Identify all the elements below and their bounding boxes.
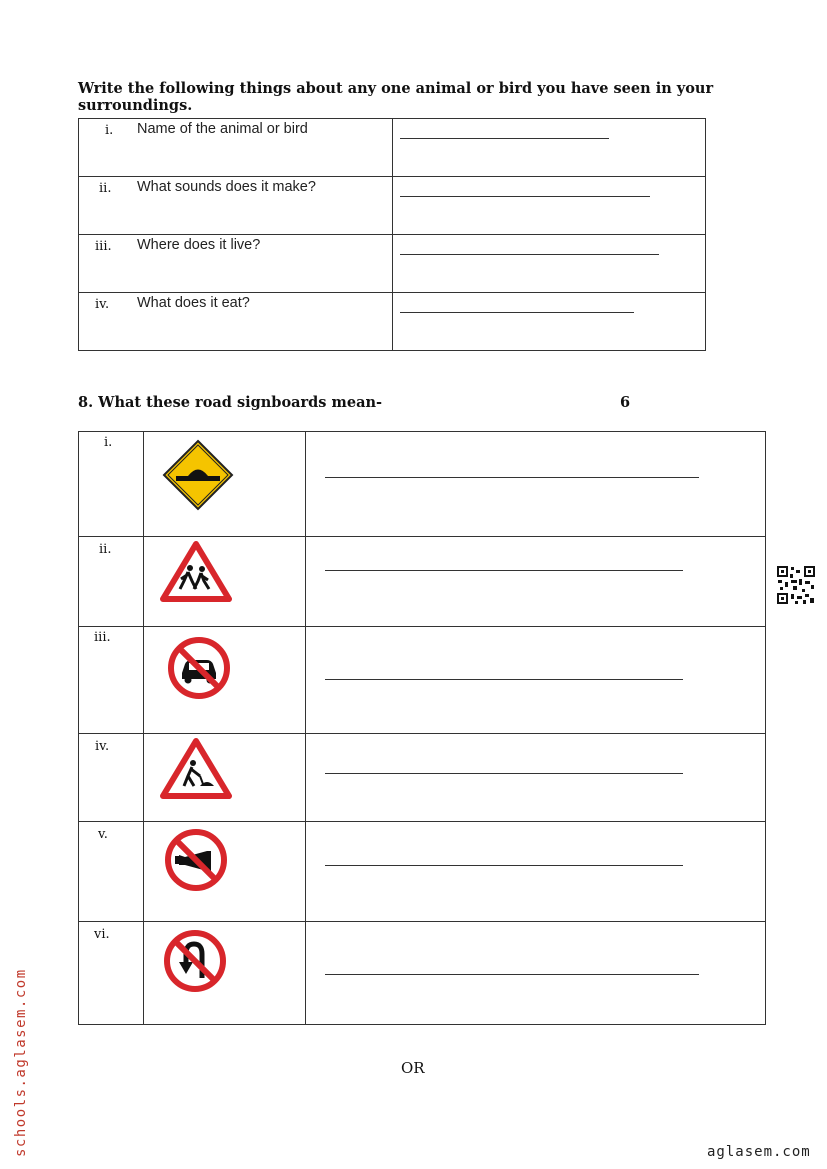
row-number: vi.	[94, 927, 110, 942]
table-row	[79, 822, 766, 922]
school-children-crossing-sign-icon	[160, 541, 232, 603]
answer-field[interactable]	[393, 119, 705, 176]
table-row	[79, 293, 706, 351]
row-number: iii.	[95, 239, 112, 254]
no-parking-car-sign-icon	[166, 635, 232, 701]
question-text: Where does it live?	[137, 237, 261, 253]
qr-code-icon	[776, 565, 816, 605]
row-number: ii.	[99, 542, 112, 557]
row-number: i.	[105, 123, 114, 138]
no-u-turn-sign-icon	[162, 928, 228, 994]
no-horn-sign-icon	[163, 827, 229, 893]
answer-field[interactable]	[393, 235, 705, 292]
table-row	[79, 432, 766, 537]
table-row	[79, 537, 766, 627]
animal-info-table	[78, 118, 706, 351]
table-row	[79, 734, 766, 822]
table-row	[79, 922, 766, 1025]
table-row	[79, 235, 706, 293]
row-number: ii.	[99, 181, 112, 196]
row-number: iii.	[94, 630, 111, 645]
table-row	[79, 177, 706, 235]
question-text: What does it eat?	[137, 295, 250, 311]
row-number: v.	[98, 827, 108, 842]
men-at-work-sign-icon	[160, 738, 232, 800]
side-watermark: schools.aglasem.com	[13, 968, 29, 1157]
bottom-watermark: aglasem.com	[707, 1144, 811, 1160]
table-row	[79, 627, 766, 734]
row-number: iv.	[95, 297, 110, 312]
row-number: i.	[104, 435, 113, 450]
marks-label: 6	[620, 394, 631, 411]
speed-breaker-sign-icon	[162, 439, 234, 511]
answer-field[interactable]	[393, 177, 705, 234]
table-row	[79, 119, 706, 177]
section7-heading: Write the following things about any one animal or bird you have seen in your surroundings.	[78, 80, 714, 114]
or-separator: OR	[401, 1059, 425, 1077]
row-number: iv.	[95, 739, 110, 754]
section8-heading: 8. What these road signboards mean-	[78, 394, 383, 411]
question-text: What sounds does it make?	[137, 179, 316, 195]
road-signs-table	[78, 431, 766, 1025]
question-text: Name of the animal or bird	[137, 121, 308, 137]
answer-field[interactable]	[393, 293, 705, 350]
